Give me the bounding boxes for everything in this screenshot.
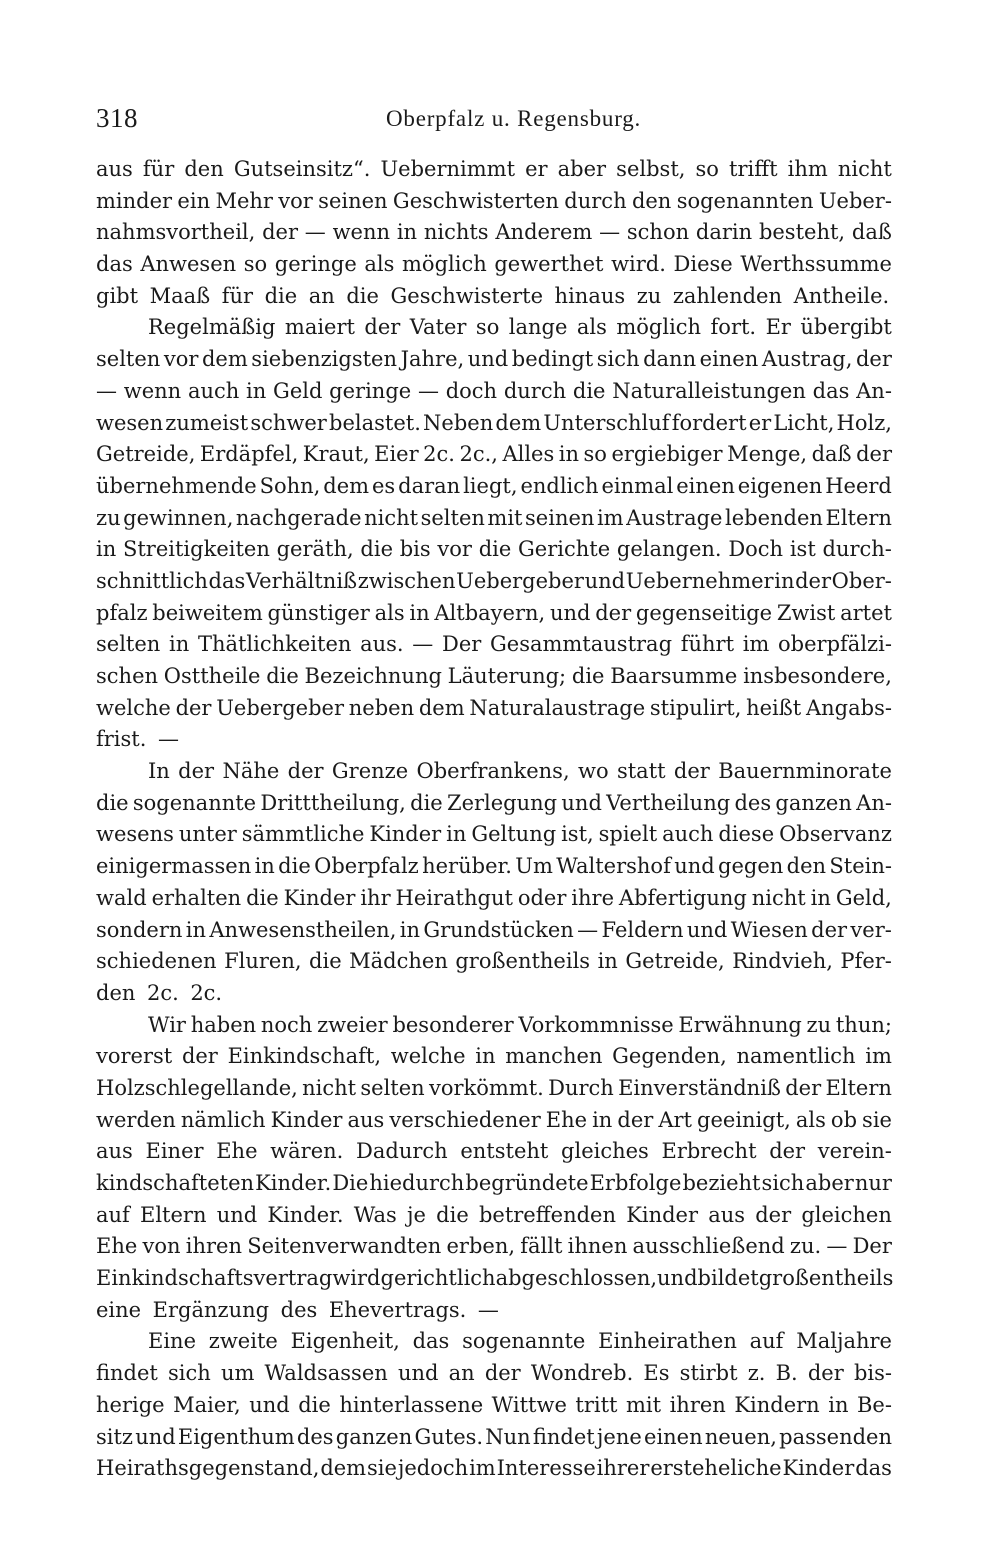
text-line: aus für den Gutseinsitz“. Uebernimmt er aber selbst, so trifft ihm nicht <box>96 157 892 181</box>
text-line: welche der Uebergeber neben dem Naturalaustrage stipulirt, heißt Angabs- <box>96 695 892 720</box>
text-line: pfalz beiweitem günstiger als in Altbayern, und der gegenseitige Zwist artet <box>96 600 892 625</box>
running-title: Oberpfalz u. Regensburg. <box>386 106 642 131</box>
text-line: eine Ergänzung des Ehevertrags. — <box>96 1297 499 1322</box>
text-line: aus Einer Ehe wären. Dadurch entsteht gleiches Erbrecht der verein- <box>96 1139 892 1164</box>
text-line: schnittlich das Verhältniß zwischen Uebergeber und Uebernehmer in der Ober- <box>96 568 892 593</box>
text-line: Eine zweite Eigenheit, das sogenannte Einheirathen auf Maljahre <box>148 1329 892 1354</box>
text-line: einigermassen in die Oberpfalz herüber. Um Waltershof und gegen den Stein- <box>96 854 892 879</box>
text-line: den 2c. 2c. <box>96 980 223 1005</box>
text-line: sitz und Eigenthum des ganzen Gutes. Nun findet jene einen neuen, passenden <box>96 1424 892 1449</box>
text-line: In der Nähe der Grenze Oberfrankens, wo statt der Bauernminorate <box>148 759 892 784</box>
text-line: schen Osttheile die Bezeichnung Läuterung; die Baarsumme insbesondere, <box>96 664 892 688</box>
text-line: Heirathsgegenstand, dem sie jedoch im Interesse ihrer ersteheliche Kinder das <box>96 1456 892 1481</box>
text-line: schiedenen Fluren, die Mädchen großentheils in Getreide, Rindvieh, Pfer- <box>96 949 892 974</box>
text-line: wesens unter sämmtliche Kinder in Geltung ist, spielt auch diese Observanz <box>96 822 892 847</box>
text-line: sondern in Anwesenstheilen, in Grundstücken — Feldern und Wiesen der ver- <box>96 917 892 942</box>
text-line: Holzschlegellande, nicht selten vorkömmt. Durch Einverständniß der Eltern <box>96 1075 892 1100</box>
text-line: kindschafteten Kinder. Die hiedurch begründete Erbfolge bezieht sich aber nur <box>96 1171 892 1195</box>
text-line: Regelmäßig maiert der Vater so lange als möglich fort. Er übergibt <box>148 315 892 340</box>
text-line: findet sich um Waldsassen und an der Wondreb. Es stirbt z. B. der bis- <box>96 1361 892 1386</box>
text-line: wald erhalten die Kinder ihr Heirathgut oder ihre Abfertigung nicht in Geld, <box>96 885 892 910</box>
text-line: zu gewinnen, nachgerade nicht selten mit seinen im Austrage lebenden Eltern <box>96 505 892 530</box>
text-line: vorerst der Einkindschaft, welche in manchen Gegenden, namentlich im <box>96 1044 892 1069</box>
text-line: frist. — <box>96 727 179 752</box>
text-line: gibt Maaß für die an die Geschwisterte hinaus zu zahlenden Antheile. <box>96 283 890 308</box>
text-line: Einkindschaftsvertrag wird gerichtlich abgeschlossen, und bildet großentheils <box>96 1266 894 1291</box>
body-text <box>96 154 892 1485</box>
text-line: nahmsvortheil, der — wenn in nichts Anderem — schon darin besteht, daß <box>96 220 892 245</box>
text-line: Wir haben noch zweier besonderer Vorkommnisse Erwähnung zu thun; <box>148 1012 892 1037</box>
text-line: die sogenannte Dritttheilung, die Zerlegung und Vertheilung des ganzen An- <box>96 790 892 815</box>
page-number: 318 <box>96 103 138 133</box>
text-line: auf Eltern und Kinder. Was je die betreffenden Kinder aus der gleichen <box>96 1202 892 1227</box>
text-line: Ehe von ihren Seitenverwandten erben, fällt ihnen ausschließend zu. — Der <box>96 1234 892 1259</box>
running-head <box>96 100 896 140</box>
text-line: werden nämlich Kinder aus verschiedener Ehe in der Art geeinigt, als ob sie <box>96 1107 892 1132</box>
text-line: in Streitigkeiten geräth, die bis vor die Gerichte gelangen. Doch ist durch- <box>96 537 892 562</box>
text-line: Getreide, Erdäpfel, Kraut, Eier 2c. 2c., Alles in so ergiebiger Menge, daß der <box>96 442 892 467</box>
text-line: selten vor dem siebenzigsten Jahre, und bedingt sich dann einen Austrag, der <box>96 347 892 372</box>
text-line: — wenn auch in Geld geringe — doch durch die Naturalleistungen das An- <box>96 378 892 403</box>
text-line: herige Maier, und die hinterlassene Wittwe tritt mit ihren Kindern in Be- <box>96 1392 892 1417</box>
text-line: wesen zumeist schwer belastet. Neben dem Unterschluf fordert er Licht, Holz, <box>96 410 892 435</box>
text-line: selten in Thätlichkeiten aus. — Der Gesammtaustrag führt im oberpfälzi- <box>96 632 892 657</box>
text-line: minder ein Mehr vor seinen Geschwisterten durch den sogenannten Ueber- <box>96 188 892 213</box>
text-line: das Anwesen so geringe als möglich gewerthet wird. Diese Werthssumme <box>96 252 892 277</box>
text-line: übernehmende Sohn, dem es daran liegt, endlich einmal einen eigenen Heerd <box>96 473 892 498</box>
